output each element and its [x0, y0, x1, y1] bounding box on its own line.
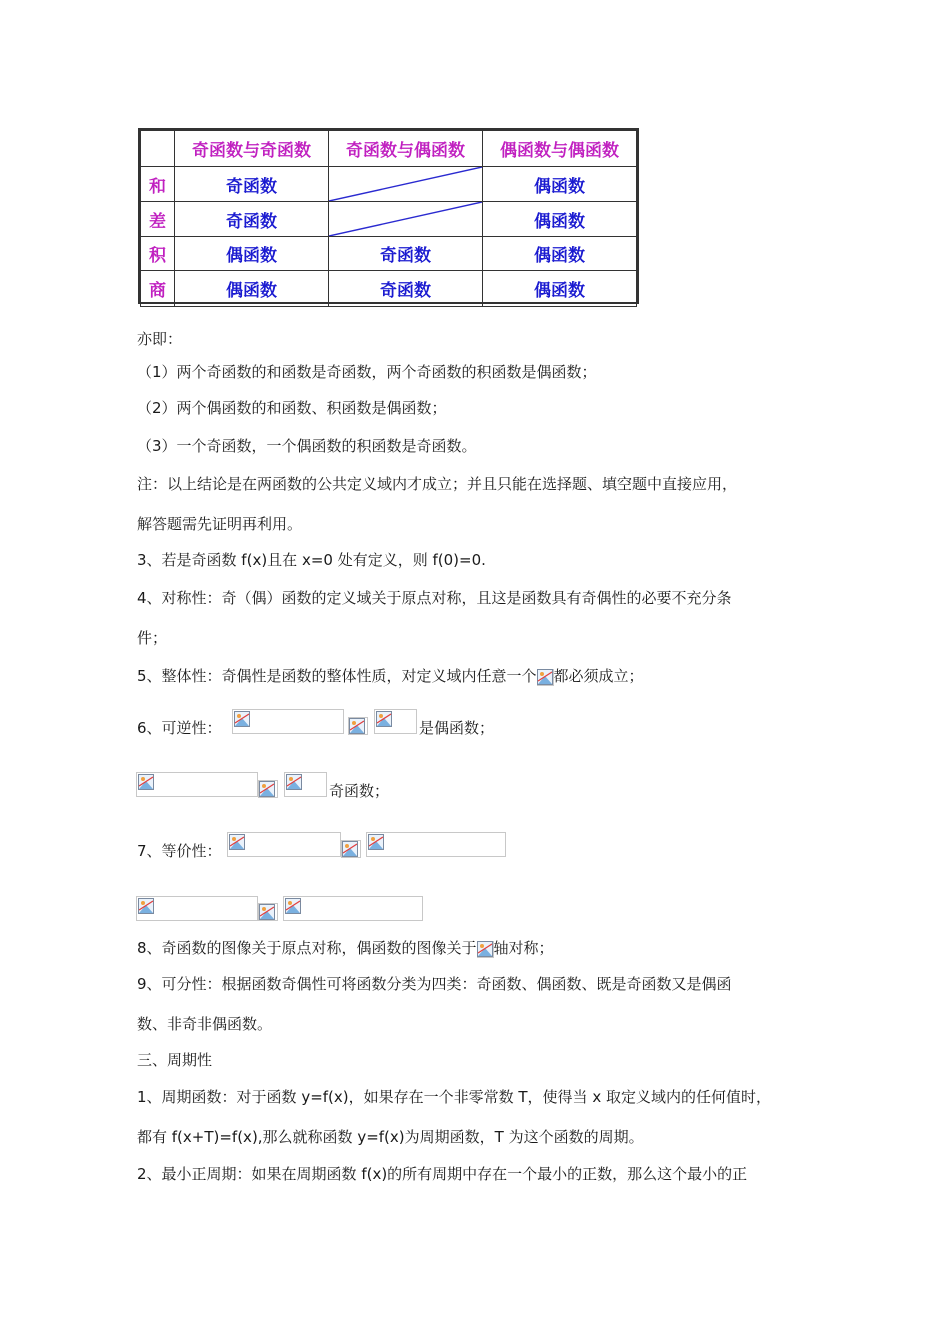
paragraph: 件； — [137, 629, 168, 647]
diagonal-line — [329, 202, 482, 236]
paragraph: （1）两个奇函数的和函数是奇函数，两个奇函数的积函数是偶函数； — [137, 363, 597, 381]
paragraph: （2）两个偶函数的和函数、积函数是偶函数； — [137, 399, 447, 417]
image-placeholder — [537, 669, 554, 686]
table-cell: 偶函数 — [175, 271, 329, 307]
row-label-sum: 和 — [141, 167, 175, 202]
broken-image-icon — [285, 898, 301, 914]
broken-image-icon — [477, 941, 493, 957]
text-run: 轴对称； — [493, 939, 554, 957]
image-frame — [283, 896, 423, 921]
image-frame — [136, 772, 258, 797]
table-cell: 偶函数 — [483, 202, 637, 237]
table-cell: 奇函数 — [329, 237, 483, 271]
table-cell: 偶函数 — [483, 237, 637, 271]
paragraph — [137, 718, 222, 738]
paragraph: 亦即： — [137, 330, 183, 348]
paragraph: （3）一个奇函数，一个偶函数的积函数是奇函数。 — [137, 437, 477, 455]
text-run: 6、可逆性： — [137, 719, 222, 737]
section-heading: 三、周期性 — [137, 1051, 213, 1069]
row-label-quotient: 商 — [141, 271, 175, 307]
broken-image-icon — [286, 774, 302, 790]
broken-image-icon — [229, 834, 245, 850]
table-cell: 奇函数 — [175, 202, 329, 237]
text-run: 8、奇函数的图像关于原点对称，偶函数的图像关于 — [137, 939, 477, 957]
paragraph: 3、若是奇函数 f(x)且在 x=0 处有定义，则 f(0)=0. — [137, 551, 486, 569]
text-run: 都必须成立； — [553, 667, 644, 685]
row-label-difference: 差 — [141, 202, 175, 237]
broken-image-icon — [259, 781, 275, 797]
paragraph: 4、对称性：奇（偶）函数的定义域关于原点对称，且这是函数具有奇偶性的必要不充分条 — [137, 589, 732, 607]
diagonal-line — [329, 167, 482, 201]
broken-image-icon — [376, 711, 392, 727]
parity-table — [138, 128, 639, 304]
broken-image-icon — [368, 834, 384, 850]
broken-image-icon — [259, 904, 275, 920]
paragraph: 9、可分性：根据函数奇偶性可将函数分类为四类：奇函数、偶函数、既是奇函数又是偶函 — [137, 975, 732, 993]
paragraph: 是偶函数； — [419, 719, 495, 737]
paragraph: 解答题需先证明再利用。 — [137, 515, 303, 533]
header-odd-odd: 奇函数与奇函数 — [175, 131, 329, 167]
broken-image-icon — [234, 711, 250, 727]
paragraph — [137, 938, 554, 958]
table-cell: 奇函数 — [329, 271, 483, 307]
table-cell: 偶函数 — [483, 271, 637, 307]
image-frame — [136, 896, 258, 921]
header-even-even: 偶函数与偶函数 — [483, 131, 637, 167]
paragraph: 奇函数； — [329, 782, 390, 800]
paragraph — [137, 666, 644, 686]
broken-image-icon — [138, 774, 154, 790]
image-placeholder — [477, 941, 494, 958]
paragraph: 7、等价性： — [137, 842, 222, 860]
broken-image-icon — [537, 669, 553, 685]
table-cell: 奇函数 — [175, 167, 329, 202]
paragraph: 1、周期函数：对于函数 y=f(x)，如果存在一个非零常数 T，使得当 x 取定义域内的任何值时， — [137, 1088, 771, 1106]
paragraph: 注：以上结论是在两函数的公共定义域内才成立；并且只能在选择题、填空题中直接应用， — [137, 475, 738, 493]
broken-image-icon — [342, 841, 358, 857]
table-cell-diagonal — [329, 167, 483, 202]
image-frame — [366, 832, 506, 857]
table-cell: 偶函数 — [483, 167, 637, 202]
broken-image-icon — [349, 718, 365, 734]
header-odd-even: 奇函数与偶函数 — [329, 131, 483, 167]
broken-image-icon — [138, 898, 154, 914]
table-corner — [141, 131, 175, 167]
paragraph: 数、非奇非偶函数。 — [137, 1015, 273, 1033]
row-label-product: 积 — [141, 237, 175, 271]
paragraph: 2、最小正周期：如果在周期函数 f(x)的所有周期中存在一个最小的正数，那么这个最小的正 — [137, 1165, 748, 1183]
table-cell: 偶函数 — [175, 237, 329, 271]
text-run: 5、整体性：奇偶性是函数的整体性质，对定义域内任意一个 — [137, 667, 537, 685]
table-cell-diagonal — [329, 202, 483, 237]
paragraph: 都有 f(x+T)=f(x),那么就称函数 y=f(x)为周期函数，T 为这个函数的周期。 — [137, 1128, 644, 1146]
